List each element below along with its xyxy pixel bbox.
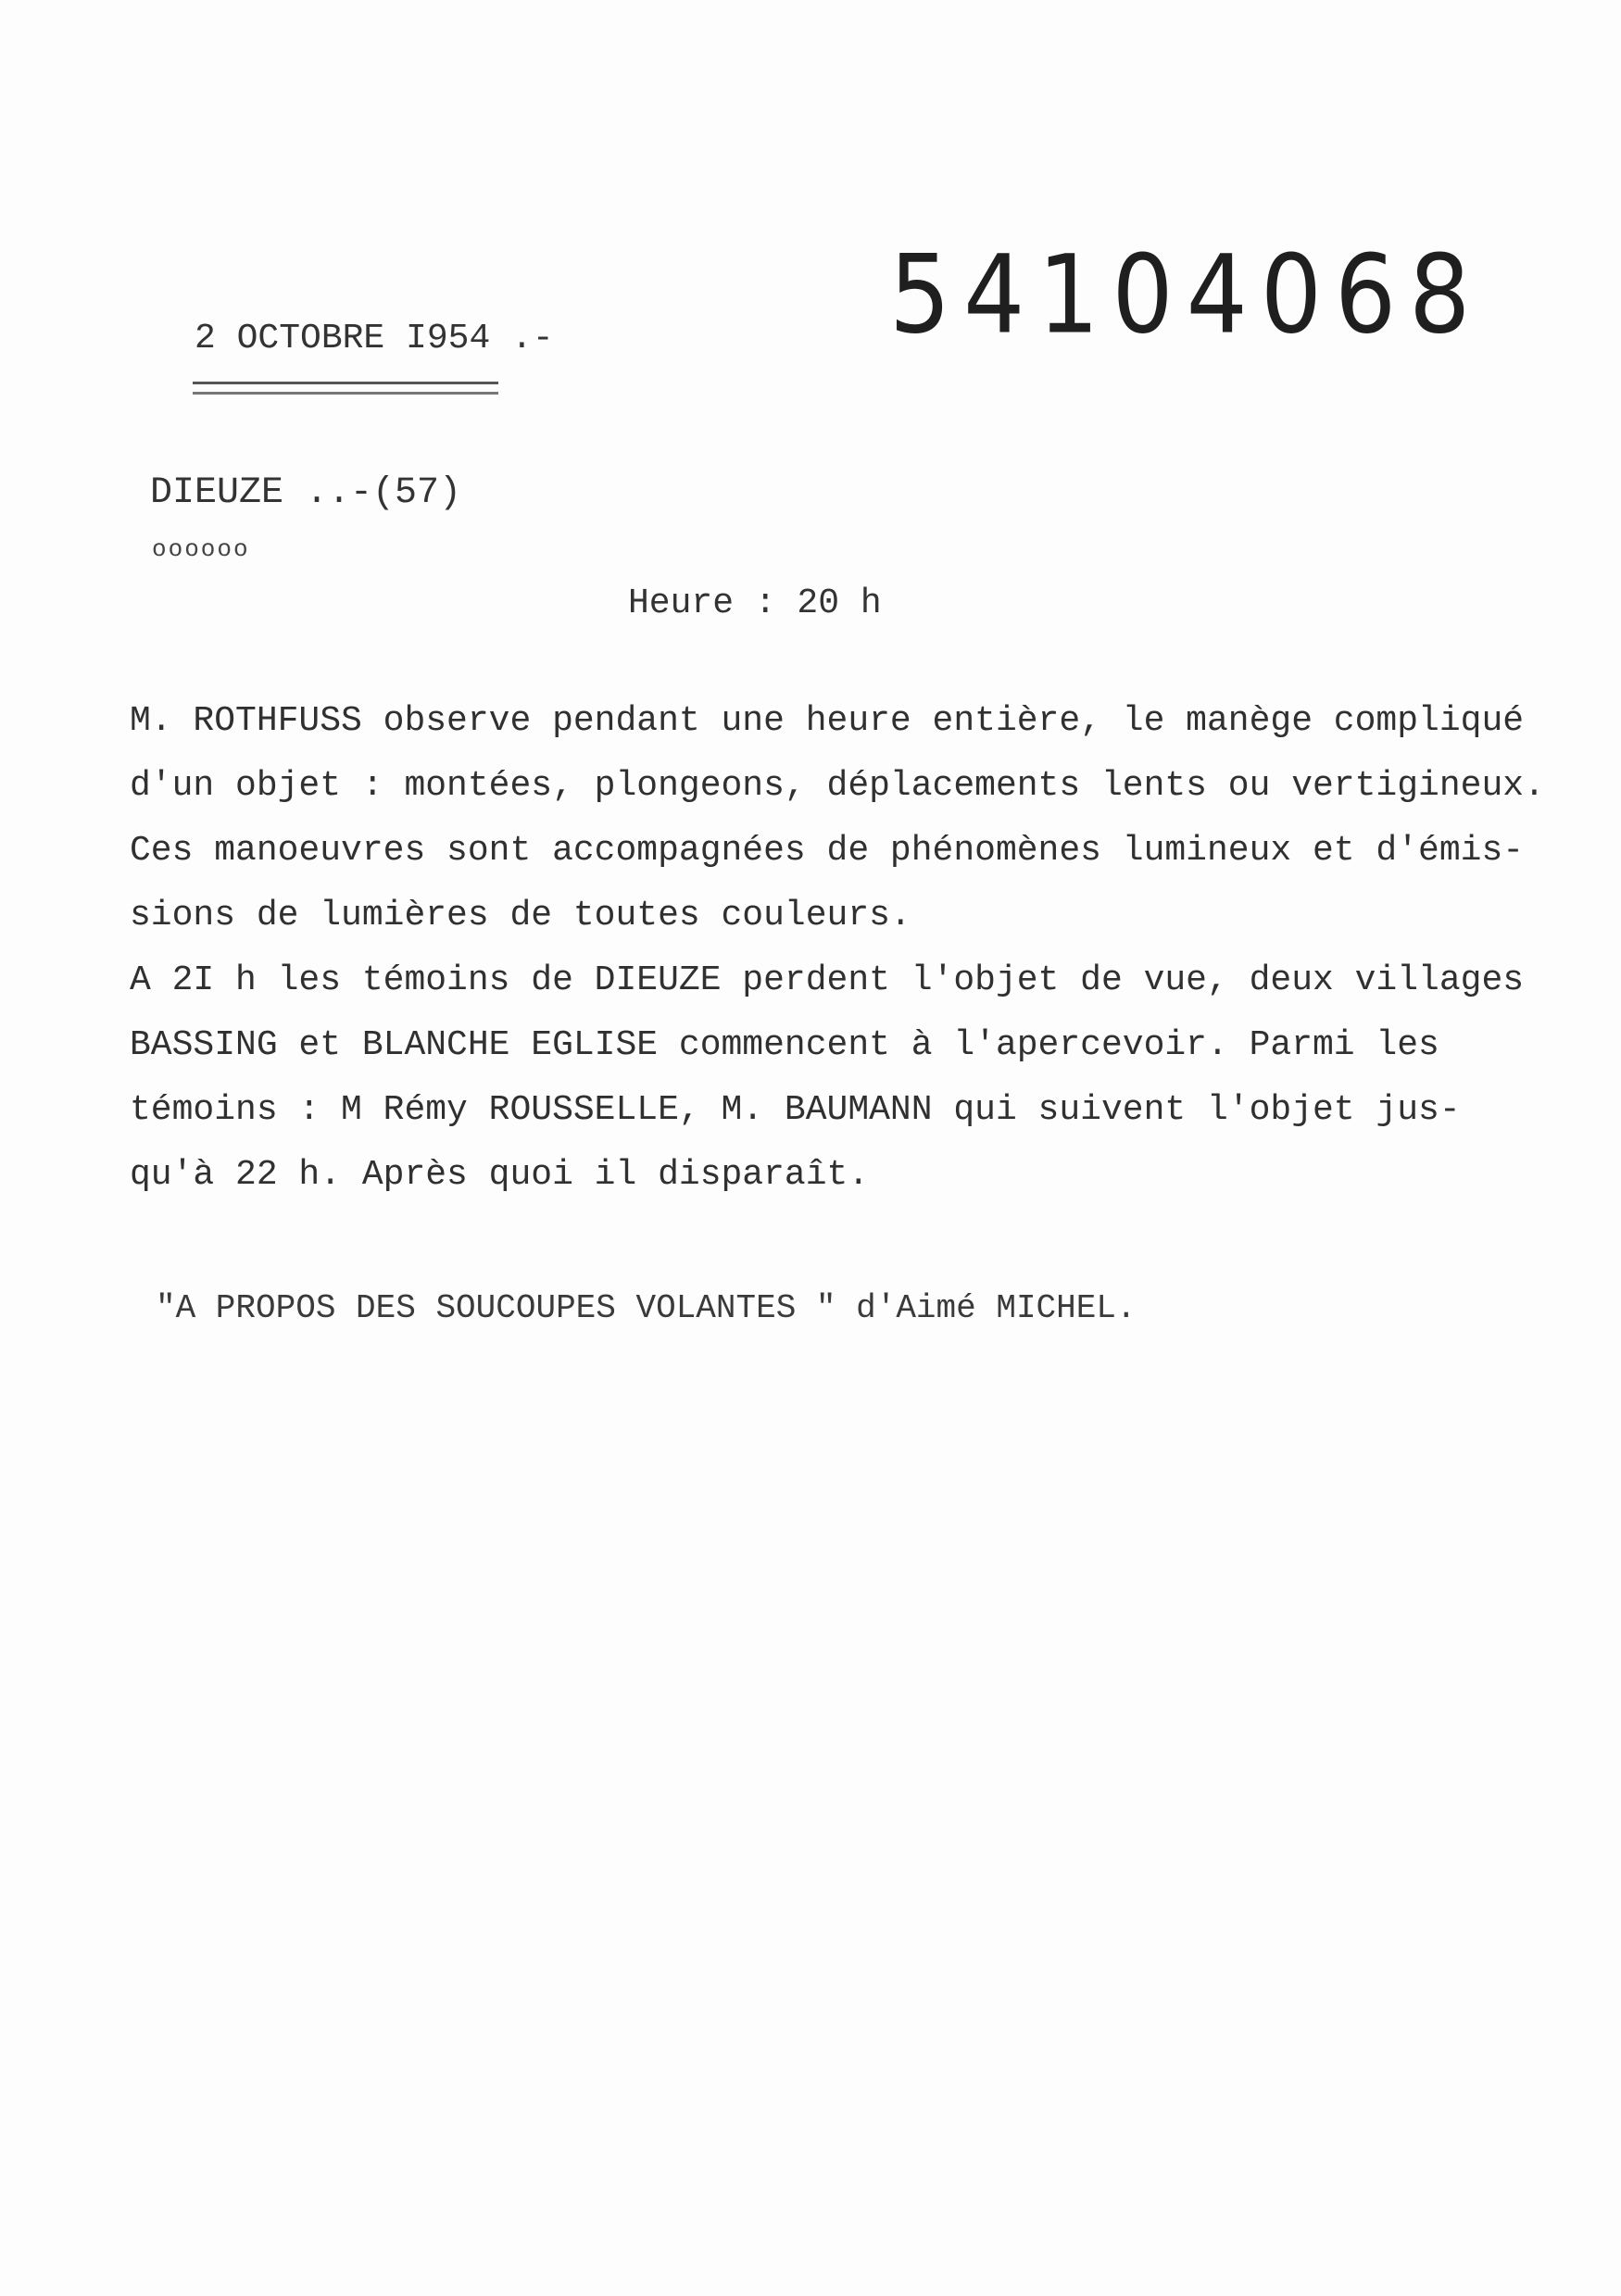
document-date: 2 OCTOBRE I954 .- bbox=[195, 319, 554, 358]
report-line: BASSING et BLANCHE EGLISE commencent à l'apercevoir. Parmi les bbox=[130, 1025, 1439, 1065]
separator-circles: oooooo bbox=[152, 535, 250, 563]
source-citation: "A PROPOS DES SOUCOUPES VOLANTES " d'Aimé MICHEL. bbox=[156, 1289, 1137, 1327]
reference-number-stamp: 54104068 bbox=[889, 232, 1484, 358]
report-line: témoins : M Rémy ROUSSELLE, M. BAUMANN qui suivent l'objet jus- bbox=[130, 1090, 1461, 1130]
report-line: M. ROTHFUSS observe pendant une heure entière, le manège compliqué bbox=[130, 701, 1525, 741]
location-heading: DIEUZE ..-(57) bbox=[150, 472, 462, 514]
report-line: Ces manoeuvres sont accompagnées de phénomènes lumineux et d'émis- bbox=[130, 831, 1525, 871]
observation-hour: Heure : 20 h bbox=[628, 583, 882, 623]
report-line: sions de lumières de toutes couleurs. bbox=[130, 896, 911, 935]
report-line: A 2I h les témoins de DIEUZE perdent l'objet de vue, deux villages bbox=[130, 960, 1525, 1000]
report-body bbox=[130, 689, 1593, 1208]
date-underline bbox=[193, 382, 498, 395]
report-line: d'un objet : montées, plongeons, déplacements lents ou vertigineux. bbox=[130, 766, 1545, 806]
report-line: qu'à 22 h. Après quoi il disparaît. bbox=[130, 1155, 870, 1195]
